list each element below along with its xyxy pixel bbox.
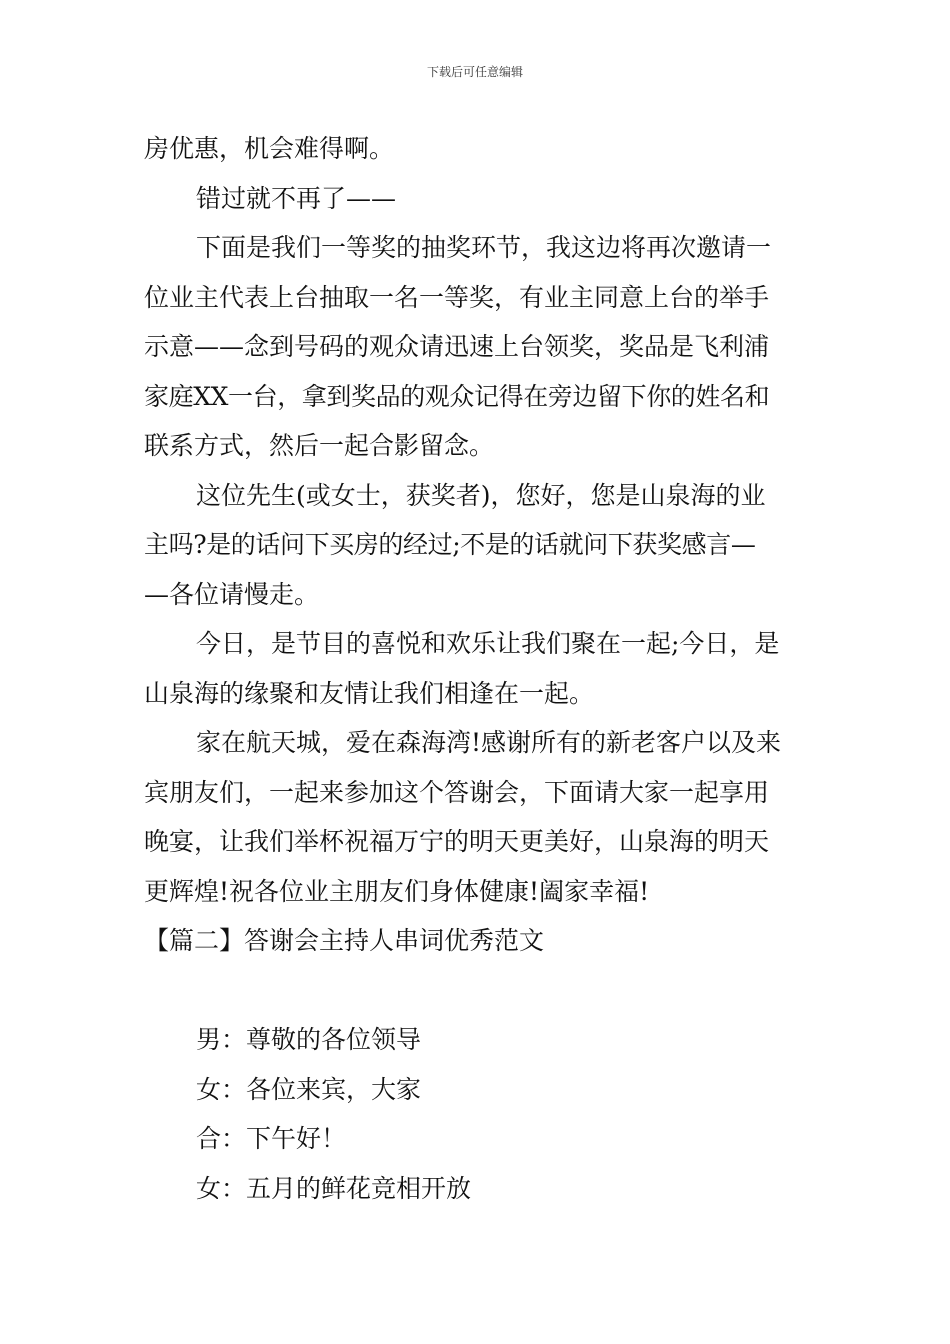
- text-line: 今日，是节目的喜悦和欢乐让我们聚在一起;今日，是: [196, 629, 780, 658]
- text-line: 房优惠，机会难得啊。: [144, 134, 395, 163]
- section-heading: 【篇二】答谢会主持人串词优秀范文: [144, 926, 545, 955]
- text-line: 宾朋友们，一起来参加这个答谢会，下面请大家一起享用: [144, 777, 770, 807]
- text-line: 示意——念到号码的观众请迅速上台领奖，奖品是飞利浦: [144, 332, 770, 361]
- text-line: 家庭XX一台，拿到奖品的观众记得在旁边留下你的姓名和: [144, 381, 770, 411]
- text-line: 更辉煌!祝各位业主朋友们身体健康!阖家幸福!: [144, 876, 650, 906]
- text-line: 位业主代表上台抽取一名一等奖，有业主同意上台的举手: [144, 282, 770, 312]
- text-line: 联系方式，然后一起合影留念。: [144, 431, 495, 460]
- text-line: 这位先生(或女士，获奖者)，您好，您是山泉海的业: [196, 480, 766, 510]
- text-line: 主吗?是的话问下买房的经过;不是的话就问下获奖感言—: [144, 530, 756, 559]
- text-line: 家在航天城，爱在森海湾!感谢所有的新老客户以及来: [196, 728, 782, 757]
- text-line: 山泉海的缘聚和友情让我们相逢在一起。: [144, 678, 595, 708]
- dialogue-line: 男：尊敬的各位领导: [196, 1025, 422, 1054]
- document-body: [144, 124, 808, 1213]
- text-line: —各位请慢走。: [144, 579, 320, 609]
- text-line: 下面是我们一等奖的抽奖环节，我这边将再次邀请一: [196, 233, 772, 262]
- dialogue-line: 合：下午好！: [196, 1124, 347, 1153]
- blank-line: [144, 966, 808, 1016]
- dialogue-line: 女：各位来宾，大家: [196, 1074, 422, 1104]
- text-line: 晚宴，让我们举杯祝福万宁的明天更美好，山泉海的明天: [144, 827, 770, 856]
- page-header: 下载后可任意编辑: [426, 65, 523, 79]
- dialogue-line: 女：五月的鲜花竞相开放: [196, 1173, 472, 1203]
- text-line: 错过就不再了——: [196, 183, 397, 213]
